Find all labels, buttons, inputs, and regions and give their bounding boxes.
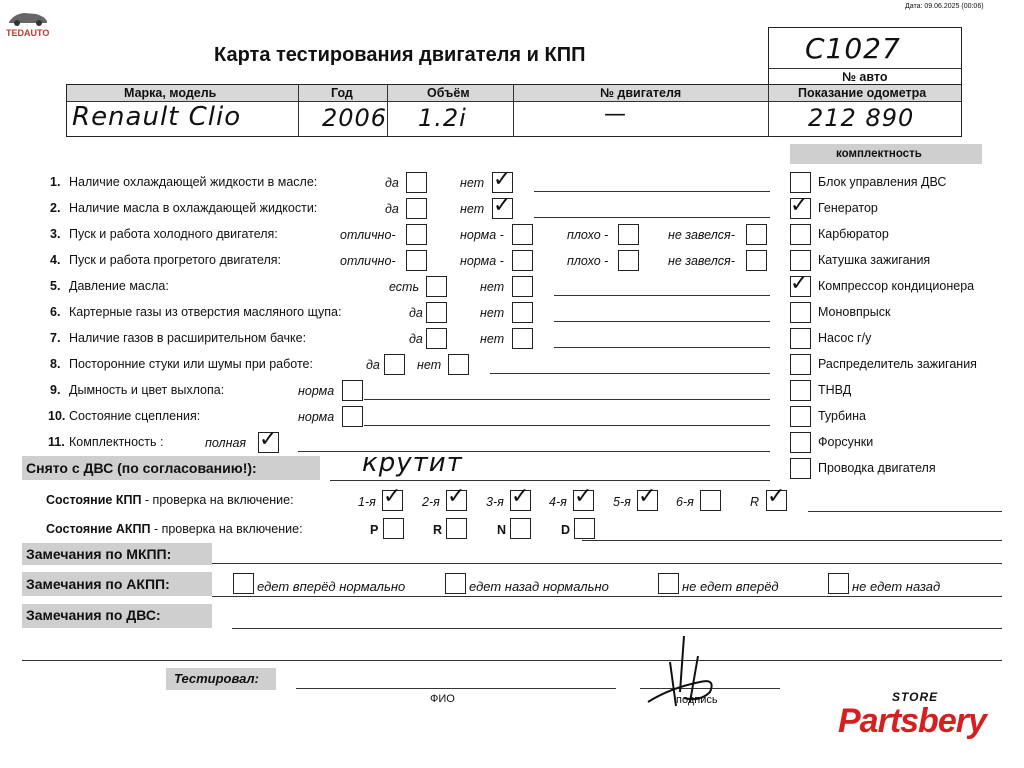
kit-checkbox[interactable] bbox=[790, 250, 811, 271]
option-label: отлично- bbox=[340, 228, 396, 242]
gear-label: 6-я bbox=[676, 495, 694, 509]
option-label: отлично- bbox=[340, 254, 396, 268]
option-label: нет bbox=[417, 358, 442, 372]
akpp-remark-checkbox[interactable] bbox=[828, 573, 849, 594]
checkmark-icon: ✓ bbox=[790, 271, 809, 296]
value-engine-number: — bbox=[604, 102, 627, 127]
option-checkbox[interactable] bbox=[448, 354, 469, 375]
question-number: 11. bbox=[48, 435, 65, 449]
kpp-label: Состояние КПП bbox=[46, 493, 142, 507]
th-make-model: Марка, модель bbox=[124, 86, 217, 100]
removed-handwritten: крутит bbox=[362, 448, 463, 478]
question-label: Дымность и цвет выхлопа: bbox=[69, 383, 225, 397]
date-stamp: Дата: 09.06.2025 (00:06) bbox=[905, 3, 984, 10]
answer-line bbox=[554, 295, 770, 296]
question-number: 8. bbox=[50, 357, 61, 371]
question-label: Картерные газы из отверстия масляного щупа: bbox=[69, 305, 342, 319]
checkmark-icon: ✓ bbox=[447, 484, 466, 509]
kit-item-label: Проводка двигателя bbox=[818, 461, 936, 475]
gear-label: R bbox=[750, 495, 760, 509]
question-number: 7. bbox=[50, 331, 61, 345]
kit-checkbox[interactable] bbox=[790, 406, 811, 427]
akpp-position-checkbox[interactable] bbox=[383, 518, 404, 539]
akpp-remark-label: не едет назад bbox=[852, 579, 941, 594]
question-number: 3. bbox=[50, 227, 61, 241]
kit-checkbox[interactable] bbox=[790, 302, 811, 323]
option-label: да bbox=[366, 358, 380, 372]
answer-line bbox=[490, 373, 770, 374]
checkmark-icon: ✓ bbox=[511, 484, 530, 509]
value-year: 2006 bbox=[322, 104, 388, 132]
kit-checkbox[interactable] bbox=[790, 224, 811, 245]
option-label: не завелся- bbox=[668, 228, 735, 242]
th-year: Год bbox=[331, 86, 353, 100]
car-number-value: C1027 bbox=[805, 32, 901, 65]
question-number: 4. bbox=[50, 253, 61, 267]
answer-line bbox=[364, 425, 770, 426]
akpp-position-checkbox[interactable] bbox=[574, 518, 595, 539]
option-checkbox[interactable] bbox=[618, 224, 639, 245]
akpp-remark-checkbox[interactable] bbox=[445, 573, 466, 594]
signature-scribble bbox=[640, 632, 720, 714]
option-label: норма - bbox=[460, 254, 504, 268]
value-odometer: 212 890 bbox=[808, 104, 915, 132]
akpp-position-checkbox[interactable] bbox=[446, 518, 467, 539]
option-label: норма - bbox=[460, 228, 504, 242]
question-number: 5. bbox=[50, 279, 61, 293]
gear-label: 1-я bbox=[358, 495, 376, 509]
checkmark-icon: ✓ bbox=[493, 193, 512, 218]
question-number: 2. bbox=[50, 201, 61, 215]
option-checkbox[interactable] bbox=[512, 302, 533, 323]
kit-item-label: Компрессор кондиционера bbox=[818, 279, 975, 293]
question-label: Наличие газов в расширительном бачке: bbox=[69, 331, 307, 345]
th-odometer: Показание одометра bbox=[798, 86, 927, 100]
option-label: нет bbox=[460, 202, 485, 216]
akpp-label-row bbox=[46, 522, 303, 536]
option-label: плохо - bbox=[567, 254, 609, 268]
kpp-label-row bbox=[46, 493, 294, 507]
kit-checkbox[interactable] bbox=[790, 354, 811, 375]
option-checkbox[interactable] bbox=[406, 250, 427, 271]
question-label: Пуск и работа прогретого двигателя: bbox=[69, 253, 281, 267]
option-label: не завелся- bbox=[668, 254, 735, 268]
question-number: 1. bbox=[50, 175, 61, 189]
question-label: Посторонние стуки или шумы при работе: bbox=[69, 357, 313, 371]
option-checkbox[interactable] bbox=[342, 380, 363, 401]
option-checkbox[interactable] bbox=[618, 250, 639, 271]
remarks-mkpp-label: Замечания по МКПП: bbox=[26, 546, 172, 562]
option-checkbox[interactable] bbox=[512, 250, 533, 271]
question-label: Наличие охлаждающей жидкости в масле: bbox=[69, 175, 318, 189]
checkmark-icon: ✓ bbox=[638, 484, 657, 509]
option-checkbox[interactable] bbox=[512, 276, 533, 297]
kit-item-label: Форсунки bbox=[818, 435, 874, 449]
option-checkbox[interactable] bbox=[384, 354, 405, 375]
option-checkbox[interactable] bbox=[746, 250, 767, 271]
option-label: да bbox=[409, 332, 423, 346]
th-engine-number: № двигателя bbox=[600, 86, 682, 100]
checkmark-icon: ✓ bbox=[383, 484, 402, 509]
akpp-remark-checkbox[interactable] bbox=[658, 573, 679, 594]
question-number: 9. bbox=[50, 383, 61, 397]
value-make-model: Renault Clio bbox=[72, 102, 242, 132]
akpp-suffix: - проверка на включение: bbox=[150, 522, 303, 536]
option-label: да bbox=[385, 176, 399, 190]
akpp-position-label: P bbox=[370, 523, 379, 537]
kit-header: комплектность bbox=[836, 148, 922, 160]
car-number-label: № авто bbox=[842, 70, 888, 84]
th-volume: Объём bbox=[427, 86, 470, 100]
kit-item-label: Распределитель зажигания bbox=[818, 357, 977, 371]
question-number: 6. bbox=[50, 305, 61, 319]
answer-line bbox=[554, 321, 770, 322]
option-label: полная bbox=[205, 436, 247, 450]
checkmark-icon: ✓ bbox=[574, 484, 593, 509]
removed-label: Снято с ДВС (по согласованию!): bbox=[26, 460, 257, 476]
fio-label: ФИО bbox=[430, 693, 455, 705]
value-volume: 1.2i bbox=[418, 104, 467, 132]
kit-item-label: Карбюратор bbox=[818, 227, 889, 241]
kit-item-label: ТНВД bbox=[818, 383, 852, 397]
option-checkbox[interactable] bbox=[406, 224, 427, 245]
option-label: нет bbox=[480, 306, 505, 320]
option-checkbox[interactable] bbox=[342, 406, 363, 427]
checkmark-icon: ✓ bbox=[790, 193, 809, 218]
option-label: есть bbox=[389, 280, 420, 294]
checkmark-icon: ✓ bbox=[259, 427, 278, 452]
checkmark-icon: ✓ bbox=[493, 167, 512, 192]
kit-item-label: Генератор bbox=[818, 201, 878, 215]
option-checkbox[interactable] bbox=[406, 198, 427, 219]
option-label: плохо - bbox=[567, 228, 609, 242]
answer-line bbox=[534, 217, 770, 218]
kit-checkbox[interactable] bbox=[790, 380, 811, 401]
akpp-remark-label: едет вперёд нормально bbox=[257, 579, 406, 594]
option-checkbox[interactable] bbox=[426, 276, 447, 297]
partsbery-logo: Partsbery bbox=[838, 702, 986, 740]
question-label: Комплектность : bbox=[69, 435, 164, 449]
checkmark-icon: ✓ bbox=[767, 484, 786, 509]
akpp-position-label: D bbox=[561, 523, 571, 537]
akpp-remark-label: не едет вперёд bbox=[682, 579, 779, 594]
kit-checkbox[interactable] bbox=[790, 458, 811, 479]
option-label: норма bbox=[298, 384, 335, 398]
option-checkbox[interactable] bbox=[426, 302, 447, 323]
option-label: нет bbox=[460, 176, 485, 190]
option-checkbox[interactable] bbox=[746, 224, 767, 245]
page-title: Карта тестирования двигателя и КПП bbox=[214, 44, 586, 66]
kit-item-label: Турбина bbox=[818, 409, 866, 423]
akpp-remark-label: едет назад нормально bbox=[469, 579, 609, 594]
kit-item-label: Моновпрыск bbox=[818, 305, 891, 319]
tested-by-label: Тестировал: bbox=[174, 671, 259, 686]
kit-checkbox[interactable] bbox=[790, 328, 811, 349]
question-label: Давление масла: bbox=[69, 279, 169, 293]
option-checkbox[interactable] bbox=[512, 224, 533, 245]
kit-checkbox[interactable] bbox=[790, 432, 811, 453]
akpp-position-label: R bbox=[433, 523, 443, 537]
question-label: Состояние сцепления: bbox=[69, 409, 201, 423]
remarks-dvs-label: Замечания по ДВС: bbox=[26, 607, 161, 623]
question-number: 10. bbox=[48, 409, 66, 423]
kpp-suffix: - проверка на включение: bbox=[141, 493, 294, 507]
akpp-label: Состояние АКПП bbox=[46, 522, 151, 536]
option-checkbox[interactable] bbox=[406, 172, 427, 193]
kit-checkbox[interactable] bbox=[790, 172, 811, 193]
akpp-position-checkbox[interactable] bbox=[510, 518, 531, 539]
logo-text: TEDAUTO bbox=[6, 28, 50, 38]
gear-label: 5-я bbox=[613, 495, 631, 509]
kit-item-label: Катушка зажигания bbox=[818, 253, 931, 267]
akpp-remark-checkbox[interactable] bbox=[233, 573, 254, 594]
tedauto-logo bbox=[6, 8, 50, 40]
signature-label: подпись bbox=[676, 694, 718, 706]
gear-label: 2-я bbox=[422, 495, 440, 509]
akpp-position-label: N bbox=[497, 523, 507, 537]
answer-line bbox=[364, 399, 770, 400]
kit-item-label: Блок управления ДВС bbox=[818, 175, 947, 189]
option-label: норма bbox=[298, 410, 335, 424]
option-checkbox[interactable] bbox=[426, 328, 447, 349]
answer-line bbox=[534, 191, 770, 192]
car-icon bbox=[6, 8, 50, 28]
question-label: Наличие масла в охлаждающей жидкости: bbox=[69, 201, 318, 215]
store-label: STORE bbox=[892, 690, 939, 704]
remarks-akpp-label: Замечания по АКПП: bbox=[26, 576, 170, 592]
option-checkbox[interactable] bbox=[512, 328, 533, 349]
gear-label: 3-я bbox=[486, 495, 504, 509]
answer-line bbox=[554, 347, 770, 348]
question-label: Пуск и работа холодного двигателя: bbox=[69, 227, 278, 241]
kit-item-label: Насос г/у bbox=[818, 331, 872, 345]
gear-checkbox[interactable] bbox=[700, 490, 721, 511]
option-label: нет bbox=[480, 332, 505, 346]
option-label: да bbox=[409, 306, 423, 320]
gear-label: 4-я bbox=[549, 495, 567, 509]
option-label: нет bbox=[480, 280, 505, 294]
option-label: да bbox=[385, 202, 399, 216]
